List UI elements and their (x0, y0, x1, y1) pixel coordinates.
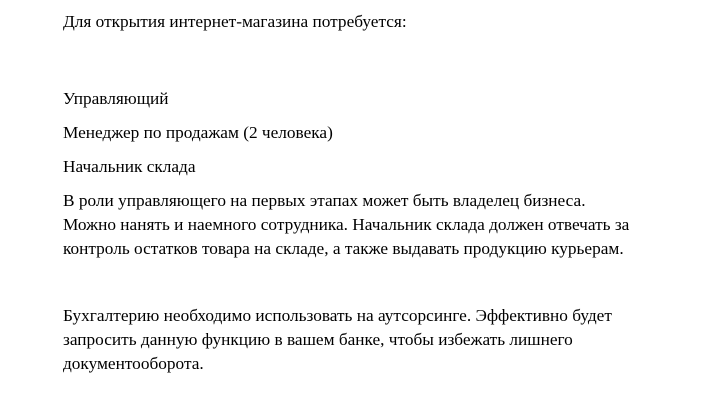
position-item: Начальник склада (63, 157, 196, 176)
accounting-paragraph (63, 304, 703, 376)
management-paragraph (63, 189, 703, 261)
paragraph-line: запросить данную функцию в вашем банке, чтобы избежать лишнего (63, 330, 573, 349)
paragraph-line: Бухгалтерию необходимо использовать на аутсорсинге. Эффективно будет (63, 306, 612, 325)
paragraph-line: документооборота. (63, 354, 204, 373)
document-page (63, 8, 703, 376)
paragraph-line: контроль остатков товара на складе, а также выдавать продукцию курьерам. (63, 239, 624, 258)
position-item: Менеджер по продажам (2 человека) (63, 123, 333, 142)
intro-text: Для открытия интернет-магазина потребуется: (63, 12, 407, 31)
paragraph-line: Можно нанять и наемного сотрудника. Начальник склада должен отвечать за (63, 215, 630, 234)
paragraph-line: В роли управляющего на первых этапах может быть владелец бизнеса. (63, 191, 586, 210)
position-item: Управляющий (63, 89, 169, 108)
